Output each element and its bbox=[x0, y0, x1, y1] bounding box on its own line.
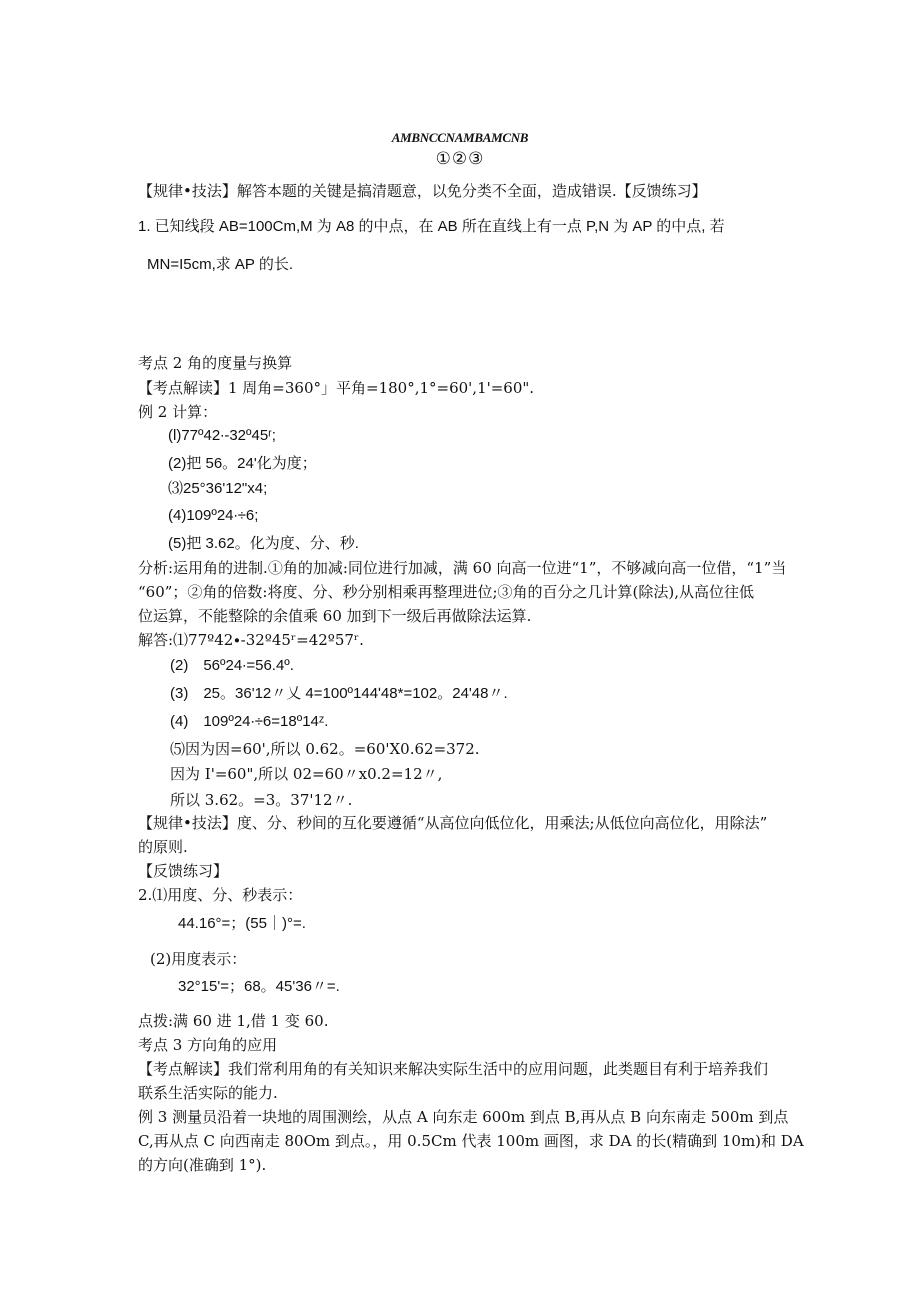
section-3-reading-line-1: 【考点解读】我们常利用角的有关知识来解决实际生活中的应用问题，此类题目有利于培养我们 bbox=[138, 1060, 769, 1078]
section-2-reading: 【考点解读】1 周角=360°」平角=180°,1°=60',1'=60". bbox=[138, 379, 535, 397]
example-3-line-1: 例 3 测量员沿着一块地的周围测绘，从点 A 向东走 600m 到点 B,再从点 B 向东南走 500m 到点 bbox=[138, 1108, 789, 1126]
example-2-item-2: (2)把 56。24'化为度； bbox=[168, 455, 317, 472]
example-2-item-4: (4)109º24∙÷6; bbox=[168, 507, 259, 524]
answer-4: (4) 109º24∙÷6=18º14ᶻ. bbox=[170, 713, 329, 730]
exercise-2-part-2: (2)用度表示： bbox=[150, 950, 247, 968]
example-3-line-3: 的方向(准确到 1°). bbox=[138, 1156, 267, 1174]
exercise-2-part-2-blanks: 32°15'=；68。45'36〃=. bbox=[178, 978, 340, 995]
figure-points-label: AMBNCCNAMBAMCNB bbox=[391, 130, 529, 145]
feedback-heading: 【反馈练习】 bbox=[138, 862, 229, 880]
answer-1: 解答:⑴77º42∙-32º45ʳ=42º57ʳ. bbox=[138, 631, 364, 649]
exercise-2-part-1-blanks: 44.16°=；(55｜)°=. bbox=[178, 915, 306, 932]
example-2-item-5: (5)把 3.62。化为度、分、秒. bbox=[168, 535, 359, 552]
analysis-line-3: 位运算，不能整除的余值乘 60 加到下一级后再做除法运算. bbox=[138, 607, 532, 625]
rule-tip-1: 【规律•技法】解答本题的关键是搞清题意，以免分类不全面，造成错误.【反馈练习】 bbox=[138, 182, 707, 200]
analysis-line-1: 分析:运用角的进制.①角的加减:同位进行加减，满 60 向高一位进“1”，不够减向高一位借，“1”当 bbox=[138, 559, 787, 577]
section-3-reading-line-2: 联系生活实际的能力. bbox=[138, 1084, 278, 1102]
answer-5: ⑸因为因=60',所以 0.62。=60'X0.62=372. bbox=[170, 740, 480, 758]
exercise-1-line-1: 1. 已知线段 AB=100Cm,M 为 A8 的中点，在 AB 所在直线上有一点 P,N 为 AP 的中点, 若 bbox=[138, 218, 725, 235]
rule-tip-2-line-2: 的原则. bbox=[138, 838, 188, 856]
answer-3: (3) 25。36'12〃乂 4=100º144ʹ48*=102。24'48〃. bbox=[170, 685, 508, 702]
figure-case-markers: ①②③ bbox=[435, 149, 485, 169]
answer-5-cont-1: 因为 I'=60",所以 02=60〃x0.2=12〃, bbox=[170, 765, 443, 783]
answer-2: (2) 56º24∙=56.4º. bbox=[170, 657, 294, 674]
answer-5-cont-2: 所以 3.62。=3。37'12〃. bbox=[170, 791, 353, 809]
exercise-2-part-1: 2.⑴用度、分、秒表示： bbox=[138, 886, 303, 904]
exercise-1-line-2: MN=I5cm,求 AP 的长. bbox=[147, 256, 294, 273]
section-3-heading: 考点 3 方向角的应用 bbox=[138, 1036, 278, 1054]
hint: 点拨:满 60 进 1,借 1 变 60. bbox=[138, 1012, 329, 1030]
example-2-title: 例 2 计算： bbox=[138, 403, 218, 421]
example-2-item-1: (l)77º42∙-32º45ʳ; bbox=[168, 427, 276, 444]
analysis-line-2: “60”；②角的倍数:将度、分、秒分别相乘再整理进位;③角的百分之几计算(除法),从高位往低 bbox=[138, 583, 755, 601]
rule-tip-2-line-1: 【规律•技法】度、分、秒间的互化要遵循“从高位向低位化，用乘法;从低位向高位化，用除法” bbox=[138, 814, 768, 832]
section-2-heading: 考点 2 角的度量与换算 bbox=[138, 354, 293, 372]
example-3-line-2: C,再从点 C 向西南走 80Om 到点。，用 0.5Cm 代表 100m 画图，求 DA 的长(精确到 10m)和 DA bbox=[138, 1132, 804, 1150]
example-2-item-3: ⑶25°36'12"x4; bbox=[168, 480, 268, 497]
